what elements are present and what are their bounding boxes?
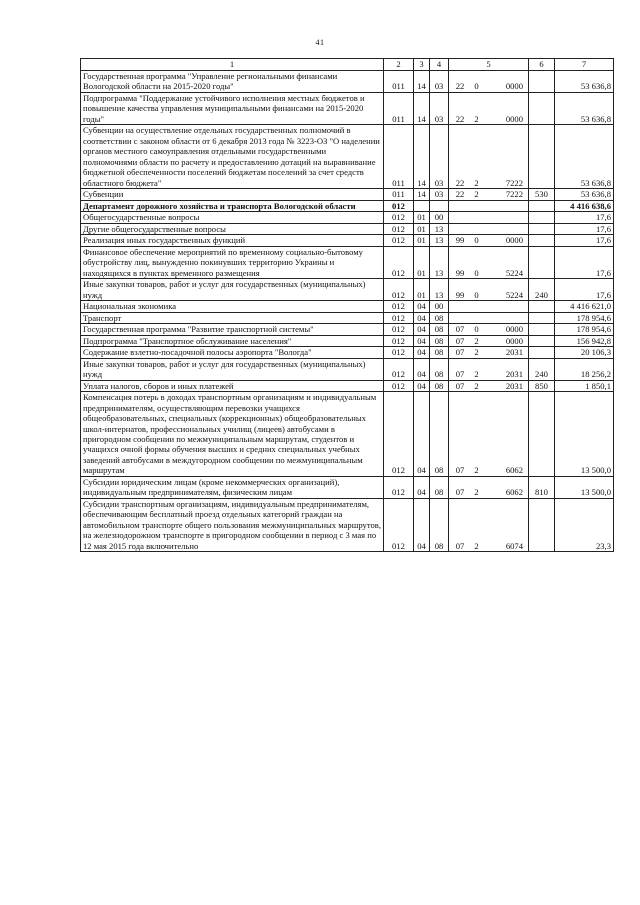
row-name: Субвенции на осуществление отдельных государственных полномочий в соответствии с законом области от 6 декабря 2013 года № 3223-ОЗ "О наделении органов местного самоуправления отдельными государственными полномочиями области по расчету и предоставлению дотаций на выравнивание бюджетной обеспеченности поселений бюджетам поселений за счет средств областного бюджета" — [81, 125, 384, 189]
row-target-subprogram: 2 — [474, 177, 479, 188]
header-col-5: 5 — [449, 59, 529, 71]
row-target — [449, 301, 529, 312]
row-name: Содержание взлетно-посадочной полосы аэропорта "Вологда" — [81, 347, 384, 358]
row-expense-type — [529, 498, 555, 551]
row-target-direction: 7222 — [505, 177, 523, 188]
row-amount: 53 636,8 — [555, 189, 614, 200]
row-target-subprogram: 0 — [474, 324, 479, 335]
table-row — [81, 380, 614, 391]
row-name: Подпрограмма "Транспортное обслуживание населения" — [81, 335, 384, 346]
row-target-subprogram: 2 — [474, 465, 479, 476]
table-row — [81, 301, 614, 312]
row-subsection: 00 — [430, 301, 449, 312]
row-subsection: 08 — [430, 335, 449, 346]
row-target — [449, 335, 529, 346]
row-name: Транспорт — [81, 312, 384, 323]
row-amount: 17,6 — [555, 246, 614, 278]
row-expense-type — [529, 392, 555, 477]
row-target-subprogram: 2 — [474, 335, 479, 346]
row-section: 04 — [414, 324, 430, 335]
header-col-6: 6 — [529, 59, 555, 71]
row-target-program: 07 — [455, 465, 465, 476]
row-amount: 156 942,8 — [555, 335, 614, 346]
row-expense-type — [529, 200, 555, 211]
row-target — [449, 347, 529, 358]
row-subsection: 03 — [430, 125, 449, 189]
row-target — [449, 312, 529, 323]
table-row — [81, 312, 614, 323]
row-code: 012 — [384, 498, 414, 551]
row-expense-type — [529, 125, 555, 189]
page-number: 41 — [315, 38, 325, 47]
row-code: 012 — [384, 235, 414, 246]
row-amount: 4 416 638,6 — [555, 200, 614, 211]
row-section: 01 — [414, 235, 430, 246]
row-target-subprogram: 0 — [474, 81, 479, 92]
row-name: Субсидии транспортным организациям, индивидуальным предпринимателям, обеспечивающим бесплатный проезд отдельных категорий граждан на автомобильном транспорте общего пользования межмуниципальных маршрутов, на железнодорожном транспорте в пригородном сообщении в период с 3 мая по 12 мая 2015 года включительно — [81, 498, 384, 551]
row-expense-type — [529, 324, 555, 335]
row-amount: 23,3 — [555, 498, 614, 551]
row-target-direction: 2031 — [505, 380, 523, 391]
row-code: 011 — [384, 125, 414, 189]
row-target-subprogram: 2 — [474, 487, 479, 498]
row-target-direction: 2031 — [505, 369, 523, 380]
row-expense-type — [529, 71, 555, 93]
row-target-program: 07 — [455, 347, 465, 358]
row-amount: 17,6 — [555, 212, 614, 223]
row-target-direction: 2031 — [505, 347, 523, 358]
row-section: 04 — [414, 380, 430, 391]
row-amount: 20 106,3 — [555, 347, 614, 358]
row-section: 04 — [414, 301, 430, 312]
row-target-subprogram: 2 — [474, 347, 479, 358]
row-section: 14 — [414, 92, 430, 124]
table-row — [81, 92, 614, 124]
row-target-subprogram: 2 — [474, 380, 479, 391]
table-row — [81, 324, 614, 335]
row-name: Другие общегосударственные вопросы — [81, 223, 384, 234]
row-target-program: 07 — [455, 487, 465, 498]
row-subsection — [430, 200, 449, 211]
row-section: 04 — [414, 312, 430, 323]
row-target-program: 07 — [455, 380, 465, 391]
row-code: 012 — [384, 392, 414, 477]
row-target-subprogram: 2 — [474, 113, 479, 124]
row-amount: 13 500,0 — [555, 392, 614, 477]
table-row — [81, 279, 614, 301]
row-target — [449, 92, 529, 124]
row-name: Реализация иных государственных функций — [81, 235, 384, 246]
table-row — [81, 125, 614, 189]
row-target-program: 99 — [455, 267, 465, 278]
row-target — [449, 189, 529, 200]
budget-table — [80, 58, 614, 552]
row-name: Департамент дорожного хозяйства и транспорта Вологодской области — [81, 200, 384, 211]
row-amount: 53 636,8 — [555, 125, 614, 189]
table-row — [81, 335, 614, 346]
row-amount: 18 256,2 — [555, 358, 614, 380]
row-subsection: 08 — [430, 476, 449, 498]
row-expense-type — [529, 312, 555, 323]
row-subsection: 13 — [430, 246, 449, 278]
row-expense-type: 240 — [529, 358, 555, 380]
row-subsection: 03 — [430, 71, 449, 93]
row-code: 012 — [384, 279, 414, 301]
row-name: Государственная программа "Управление региональными финансами Вологодской области на 2015-2020 годы" — [81, 71, 384, 93]
row-name: Государственная программа "Развитие транспортной системы" — [81, 324, 384, 335]
row-name: Финансовое обеспечение мероприятий по временному социально-бытовому обустройству лиц, вынужденно покинувших территорию Украины и находящихся в пунктах временного размещения — [81, 246, 384, 278]
row-name: Компенсация потерь в доходах транспортным организациям и индивидуальным предпринимателям, осуществляющим перевозки учащихся общеобразовательных, специальных (коррекционных) общеобразовательных школ-интернатов, профессиональных училищ (лицеев) автобусами в пригородном сообщении по межмуниципальным маршрутам, студентов и учащихся очной формы обучения высших и средних специальных учебных заведений автобусами в междугородном сообщении по межмуниципальным маршрутам — [81, 392, 384, 477]
row-expense-type — [529, 92, 555, 124]
row-target-direction: 0000 — [505, 335, 523, 346]
row-target-direction: 5224 — [505, 267, 523, 278]
row-target — [449, 212, 529, 223]
table-row — [81, 189, 614, 200]
table-row — [81, 358, 614, 380]
row-target — [449, 223, 529, 234]
row-section: 01 — [414, 279, 430, 301]
row-target-direction: 6062 — [505, 487, 523, 498]
row-expense-type — [529, 335, 555, 346]
row-code: 012 — [384, 358, 414, 380]
row-target-direction: 0000 — [505, 235, 523, 246]
row-subsection: 13 — [430, 223, 449, 234]
row-subsection: 13 — [430, 235, 449, 246]
row-code: 011 — [384, 92, 414, 124]
row-code: 012 — [384, 476, 414, 498]
row-target — [449, 125, 529, 189]
row-target-direction: 0000 — [505, 113, 523, 124]
row-target — [449, 279, 529, 301]
table-row — [81, 71, 614, 93]
row-subsection: 08 — [430, 358, 449, 380]
header-col-1: 1 — [81, 59, 384, 71]
row-subsection: 08 — [430, 347, 449, 358]
row-target-direction: 5224 — [505, 289, 523, 300]
row-target-program: 99 — [455, 289, 465, 300]
row-code: 011 — [384, 71, 414, 93]
header-col-7: 7 — [555, 59, 614, 71]
row-expense-type — [529, 235, 555, 246]
row-target-program: 22 — [455, 81, 465, 92]
row-expense-type: 530 — [529, 189, 555, 200]
row-amount: 178 954,6 — [555, 324, 614, 335]
row-target — [449, 392, 529, 477]
row-expense-type: 240 — [529, 279, 555, 301]
row-code: 012 — [384, 212, 414, 223]
row-expense-type: 810 — [529, 476, 555, 498]
table-row — [81, 476, 614, 498]
row-target — [449, 380, 529, 391]
row-expense-type — [529, 347, 555, 358]
row-section: 01 — [414, 246, 430, 278]
row-subsection: 08 — [430, 392, 449, 477]
row-amount: 53 636,8 — [555, 92, 614, 124]
row-section: 04 — [414, 347, 430, 358]
row-name: Национальная экономика — [81, 301, 384, 312]
row-subsection: 08 — [430, 324, 449, 335]
row-target — [449, 200, 529, 211]
table-row — [81, 223, 614, 234]
row-target-subprogram: 2 — [474, 189, 479, 200]
row-target-subprogram: 0 — [474, 235, 479, 246]
row-expense-type — [529, 246, 555, 278]
header-col-3: 3 — [414, 59, 430, 71]
row-section — [414, 200, 430, 211]
row-section: 04 — [414, 358, 430, 380]
row-expense-type — [529, 301, 555, 312]
table-row — [81, 212, 614, 223]
row-subsection: 03 — [430, 189, 449, 200]
row-subsection: 03 — [430, 92, 449, 124]
row-section: 04 — [414, 392, 430, 477]
row-amount: 4 416 621,0 — [555, 301, 614, 312]
row-target-subprogram: 0 — [474, 289, 479, 300]
row-code: 012 — [384, 223, 414, 234]
row-target-program: 99 — [455, 235, 465, 246]
row-code: 012 — [384, 301, 414, 312]
row-target — [449, 358, 529, 380]
row-name: Уплата налогов, сборов и иных платежей — [81, 380, 384, 391]
row-target-program: 07 — [455, 335, 465, 346]
row-name: Иные закупки товаров, работ и услуг для государственных (муниципальных) нужд — [81, 279, 384, 301]
row-target-subprogram: 2 — [474, 369, 479, 380]
header-col-2: 2 — [384, 59, 414, 71]
row-target-subprogram: 2 — [474, 540, 479, 551]
row-code: 012 — [384, 324, 414, 335]
row-amount: 178 954,6 — [555, 312, 614, 323]
row-code: 011 — [384, 189, 414, 200]
row-target-subprogram: 0 — [474, 267, 479, 278]
row-target — [449, 476, 529, 498]
row-amount: 17,6 — [555, 279, 614, 301]
row-section: 04 — [414, 476, 430, 498]
row-code: 012 — [384, 312, 414, 323]
row-subsection: 08 — [430, 498, 449, 551]
table-row — [81, 392, 614, 477]
row-target-program: 07 — [455, 324, 465, 335]
row-section: 01 — [414, 212, 430, 223]
row-subsection: 13 — [430, 279, 449, 301]
row-section: 01 — [414, 223, 430, 234]
row-name: Общегосударственные вопросы — [81, 212, 384, 223]
row-expense-type: 850 — [529, 380, 555, 391]
row-target — [449, 235, 529, 246]
row-subsection: 08 — [430, 312, 449, 323]
row-target-direction: 6074 — [505, 540, 523, 551]
row-amount: 17,6 — [555, 223, 614, 234]
header-col-4: 4 — [430, 59, 449, 71]
row-target — [449, 71, 529, 93]
row-expense-type — [529, 223, 555, 234]
row-target-direction: 6062 — [505, 465, 523, 476]
row-code: 012 — [384, 246, 414, 278]
table-row — [81, 246, 614, 278]
row-amount: 17,6 — [555, 235, 614, 246]
row-section: 14 — [414, 189, 430, 200]
row-code: 012 — [384, 347, 414, 358]
row-target-program: 22 — [455, 177, 465, 188]
row-name: Иные закупки товаров, работ и услуг для государственных (муниципальных) нужд — [81, 358, 384, 380]
row-target — [449, 498, 529, 551]
row-target — [449, 324, 529, 335]
row-target-direction: 7222 — [505, 189, 523, 200]
row-target — [449, 246, 529, 278]
row-subsection: 00 — [430, 212, 449, 223]
row-section: 04 — [414, 335, 430, 346]
table-row — [81, 200, 614, 211]
row-amount: 13 500,0 — [555, 476, 614, 498]
row-section: 14 — [414, 71, 430, 93]
row-target-program: 07 — [455, 369, 465, 380]
table-row — [81, 235, 614, 246]
row-section: 14 — [414, 125, 430, 189]
row-target-program: 22 — [455, 189, 465, 200]
header-row — [81, 59, 614, 71]
row-code: 012 — [384, 380, 414, 391]
row-target-direction: 0000 — [505, 81, 523, 92]
row-amount: 53 636,8 — [555, 71, 614, 93]
row-name: Субсидии юридическим лицам (кроме некоммерческих организаций), индивидуальным предпринимателям, физическим лицам — [81, 476, 384, 498]
row-amount: 1 850,1 — [555, 380, 614, 391]
row-subsection: 08 — [430, 380, 449, 391]
row-code: 012 — [384, 200, 414, 211]
row-expense-type — [529, 212, 555, 223]
row-section: 04 — [414, 498, 430, 551]
row-code: 012 — [384, 335, 414, 346]
row-target-program: 07 — [455, 540, 465, 551]
row-target-direction: 0000 — [505, 324, 523, 335]
table-row — [81, 347, 614, 358]
row-target-program: 22 — [455, 113, 465, 124]
row-name: Подпрограмма "Поддержание устойчивого исполнения местных бюджетов и повышение качества управления муниципальными финансами на 2015-2020 годы" — [81, 92, 384, 124]
table-row — [81, 498, 614, 551]
row-name: Субвенции — [81, 189, 384, 200]
